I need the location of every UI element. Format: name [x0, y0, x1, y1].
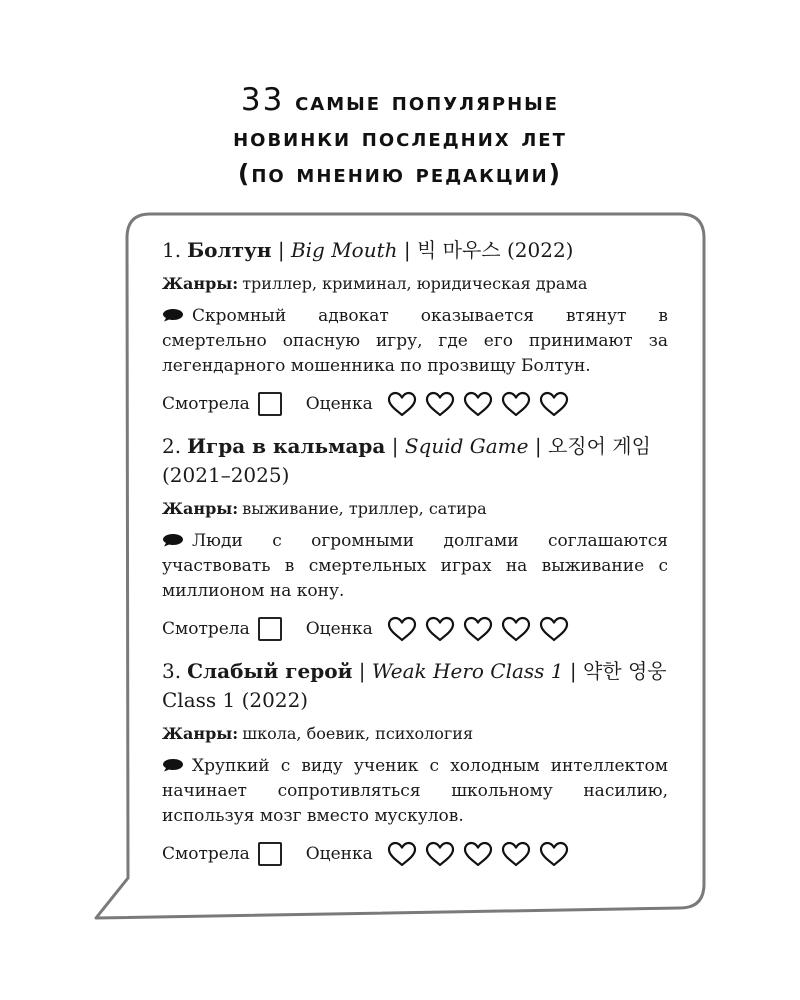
title-ko: 오징어 게임: [547, 434, 651, 458]
entry-number: 3.: [162, 659, 182, 683]
title-ko: 빅 마우스: [416, 238, 501, 262]
entry-number: 1.: [162, 238, 182, 262]
description: [162, 754, 668, 829]
watched-checkbox[interactable]: [258, 392, 282, 416]
title-ru: Слабый герой: [187, 659, 353, 683]
entry-controls: [162, 839, 668, 869]
entry-title: [162, 236, 668, 265]
watched-checkbox[interactable]: [258, 617, 282, 641]
heart-icon[interactable]: [425, 391, 455, 417]
rating-label: Оценка: [305, 843, 373, 864]
watched-label: Смотрела: [162, 393, 250, 414]
entry-title: [162, 432, 668, 490]
description-text: Хрупкий с виду ученик с холодным интеллектом начинает сопротивляться школьному насилию, используя мозг вместо мускулов.: [162, 756, 668, 826]
entry-number: 2.: [162, 434, 182, 458]
entry-title: [162, 657, 668, 715]
series-entry-3: [162, 657, 668, 869]
description: [162, 529, 668, 604]
genres-line: [162, 722, 668, 746]
title-ko: 약한 영웅: [582, 659, 667, 683]
description: [162, 304, 668, 379]
title-ru: Игра в кальмара: [187, 434, 386, 458]
years: (2022): [241, 688, 309, 712]
series-entry-2: [162, 432, 668, 644]
heart-icon[interactable]: [463, 841, 493, 867]
heart-icon[interactable]: [425, 616, 455, 642]
speech-bubble-icon: [162, 308, 184, 322]
heart-icon[interactable]: [425, 841, 455, 867]
rating-hearts: [387, 391, 569, 417]
title-en: Squid Game: [404, 434, 529, 458]
separator: |: [403, 238, 411, 262]
rating-hearts: [387, 616, 569, 642]
title-ko-suffix: Class 1: [162, 688, 236, 712]
heart-icon[interactable]: [539, 616, 569, 642]
header-line-1-text: самые популярные: [295, 87, 560, 116]
description-text: Люди с огромными долгами соглашаются участвовать в смертельных играх на выживание с миллионом на кону.: [162, 531, 668, 601]
separator: |: [534, 434, 542, 458]
heart-icon[interactable]: [501, 841, 531, 867]
genres-label: Жанры:: [162, 274, 239, 293]
title-en: Big Mouth: [290, 238, 398, 262]
heart-icon[interactable]: [387, 616, 417, 642]
separator: |: [391, 434, 399, 458]
series-entry-1: [162, 236, 668, 419]
speech-bubble-icon: [162, 533, 184, 547]
entry-controls: [162, 389, 668, 419]
rating-label: Оценка: [305, 393, 373, 414]
separator: |: [277, 238, 285, 262]
series-list: [162, 236, 668, 869]
heart-icon[interactable]: [501, 616, 531, 642]
heart-icon[interactable]: [539, 391, 569, 417]
watched-checkbox[interactable]: [258, 842, 282, 866]
years: (2021–2025): [162, 463, 290, 487]
title-en: Weak Hero Class 1: [371, 659, 564, 683]
genres-label: Жанры:: [162, 499, 239, 518]
genres-label: Жанры:: [162, 724, 239, 743]
header-line-3: (по мнению редакции): [237, 159, 563, 188]
heart-icon[interactable]: [539, 841, 569, 867]
genres-value: триллер, криминал, юридическая драма: [242, 274, 588, 293]
heart-icon[interactable]: [463, 616, 493, 642]
rating-label: Оценка: [305, 618, 373, 639]
genres-value: выживание, триллер, сатира: [242, 499, 487, 518]
entry-controls: [162, 614, 668, 644]
speech-bubble-icon: [162, 758, 184, 772]
heart-icon[interactable]: [501, 391, 531, 417]
watched-label: Смотрела: [162, 843, 250, 864]
genres-value: школа, боевик, психология: [242, 724, 474, 743]
heart-icon[interactable]: [463, 391, 493, 417]
rating-hearts: [387, 841, 569, 867]
years: (2022): [506, 238, 574, 262]
description-text: Скромный адвокат оказывается втянут в смертельно опасную игру, где его принимают за легендарного мошенника по прозвищу Болтун.: [162, 306, 668, 376]
heart-icon[interactable]: [387, 391, 417, 417]
header-number: 33: [240, 82, 285, 118]
title-ru: Болтун: [187, 238, 272, 262]
header-line-2: новинки последних лет: [233, 123, 567, 152]
separator: |: [358, 659, 366, 683]
separator: |: [569, 659, 577, 683]
genres-line: [162, 272, 668, 296]
genres-line: [162, 497, 668, 521]
heart-icon[interactable]: [387, 841, 417, 867]
watched-label: Смотрела: [162, 618, 250, 639]
